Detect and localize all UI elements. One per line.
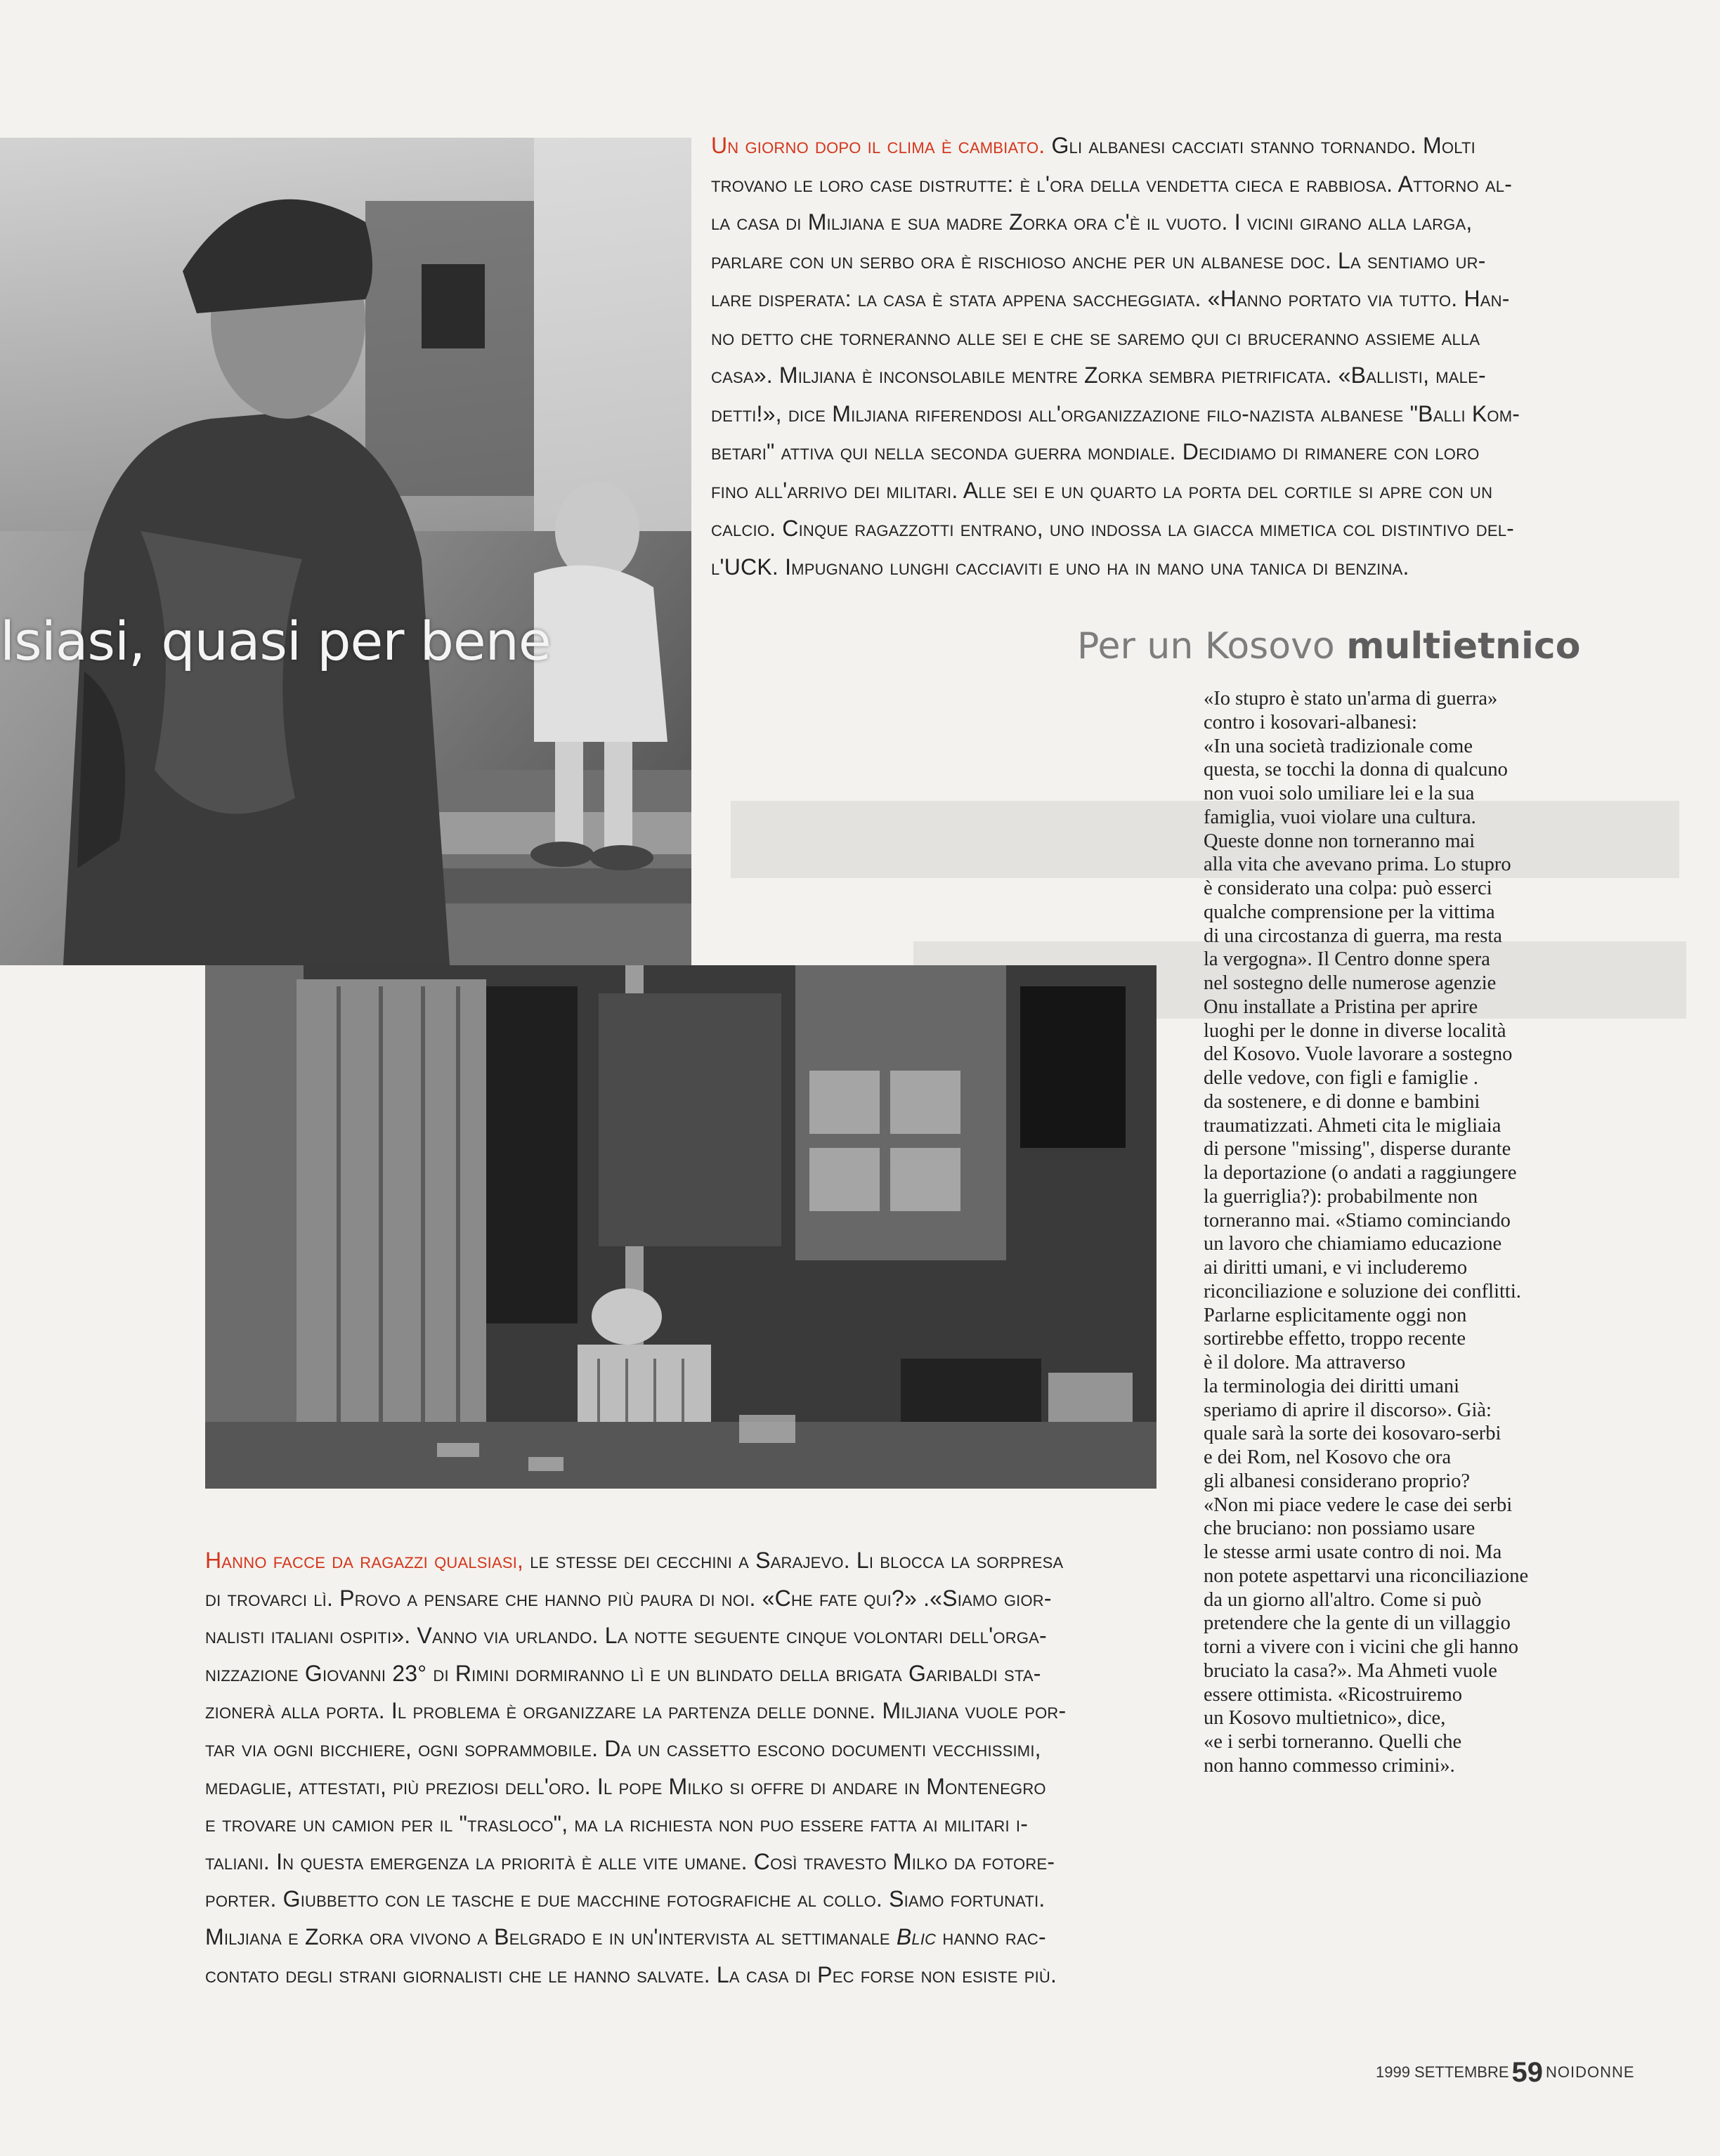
column-line: alla vita che avevano prima. Lo stupro [1204, 854, 1511, 876]
footer-date: 1999 SETTEMBRE [1376, 2063, 1509, 2081]
top-line: casa». Miljiana è inconsolabile mentre Zorka sembra pietrificata. «Ballisti, male- [711, 362, 1486, 388]
column-line: non vuoi solo umiliare lei e la sua [1204, 783, 1475, 804]
column-line: bruciato la casa?». Ma Ahmeti vuole [1204, 1659, 1497, 1682]
column-line: un Kosovo multietnico», dice, [1204, 1707, 1446, 1730]
column-line: e dei Rom, nel Kosovo che ora [1204, 1446, 1452, 1468]
column-line: contro i kosovari-albanesi: [1204, 711, 1417, 733]
page-footer [1376, 2057, 1635, 2089]
column-line: la guerriglia?): probabilmente non [1204, 1185, 1478, 1208]
bottom-line: e trovare un camion per il "trasloco", ma la richiesta non puo essere fatta ai militari i- [205, 1811, 1029, 1837]
bottom-line: porter. Giubbetto con le tasche e due macchine fotografiche al collo. Siamo fortunati. [205, 1886, 1045, 1912]
column-line: quale sarà la sorte dei kosovaro-serbi [1204, 1423, 1501, 1445]
top-line: l'UCK. Impugnano lunghi cacciaviti e uno ha in mano una tanica di benzina. [711, 554, 1409, 580]
column-line: gli albanesi considerano proprio? [1204, 1470, 1471, 1492]
column-line: traumatizzati. Ahmeti cita le migliaia [1204, 1114, 1501, 1137]
bottom-paragraph [205, 1542, 1161, 1994]
column-line: da un giorno all'altro. Come si può [1204, 1588, 1482, 1611]
column-line: la vergogna». Il Centro donne spera [1204, 948, 1490, 971]
bottom-line: tar via ogni bicchiere, ogni soprammobile. Da un cassetto escono documenti vecchissimi, [205, 1735, 1041, 1761]
column-line: del Kosovo. Vuole lavorare a sostegno [1204, 1043, 1513, 1066]
bottom-line: le stesse dei cecchini a Sarajevo. Li blocca la sorpresa [523, 1548, 1064, 1573]
column-line: torneranno mai. «Stiamo cominciando [1204, 1209, 1511, 1231]
column-line: luoghi per le donne in diverse località [1204, 1019, 1506, 1042]
bottom-line: contato degli strani giornalisti che le hanno salvate. La casa di Pec forse non esiste più. [205, 1961, 1057, 1987]
column-line: Onu installate a Pristina per aprire [1204, 995, 1478, 1018]
top-line: calcio. Cinque ragazzotti entrano, uno indossa la giacca mimetica col distintivo del- [711, 516, 1515, 541]
top-line: Gli albanesi cacciati stanno tornando. Molti [1045, 133, 1475, 158]
top-line: la casa di Miljiana e sua madre Zorka ora c'è il vuoto. I vicini girano alla larga, [711, 209, 1473, 235]
headline: lsiasi, quasi per bene [0, 610, 551, 672]
top-paragraph-lead: Un giorno dopo il clima è cambiato. [711, 133, 1045, 158]
column-line: da sostenere, e di donne e bambini [1204, 1090, 1480, 1113]
column-line: che bruciano: non possiamo usare [1204, 1517, 1475, 1540]
top-line: lare disperata: la casa è stata appena saccheggiata. «Hanno portato via tutto. Han- [711, 286, 1510, 311]
bottom-line: nizzazione Giovanni 23° di Rimini dormiranno lì e un blindato della brigata Garibaldi sta- [205, 1660, 1041, 1686]
column-line: è il dolore. Ma attraverso [1204, 1352, 1406, 1373]
bottom-line: medaglie, attestati, più preziosi dell'oro. Il pope Milko si offre di andare in Montenegro [205, 1773, 1046, 1799]
column-line: nel sostegno delle numerose agenzie [1204, 972, 1497, 994]
column-line: «Io stupro è stato un'arma di guerra» [1204, 688, 1498, 710]
bottom-line: di trovarci lì. Provo a pensare che hanno più paura di noi. «Che fate qui?» .«Siamo gior- [205, 1585, 1052, 1611]
column-line: la deportazione (o andati a raggiungere [1204, 1162, 1517, 1184]
column-line: le stesse armi usate contro di noi. Ma [1204, 1541, 1502, 1563]
bottom-paragraph-lead: Hanno facce da ragazzi qualsiasi, [205, 1548, 524, 1573]
column-line: non hanno commesso crimini». [1204, 1754, 1455, 1777]
top-line: trovano le loro case distrutte: è l'ora della vendetta cieca e rabbiosa. Attorno al- [711, 171, 1513, 197]
column-line: essere ottimista. «Ricostruiremo [1204, 1683, 1463, 1706]
column-line: ai diritti umani, e vi includeremo [1204, 1257, 1468, 1279]
column-line: di una circostanza di guerra, ma resta [1204, 925, 1502, 947]
bottom-line: Miljiana e Zorka ora vivono a Belgrado e in un'intervista al settimanale [205, 1923, 890, 1949]
column-line: non potete aspettarvi una riconciliazione [1204, 1564, 1529, 1587]
column-line: questa, se tocchi la donna di qualcuno [1204, 759, 1508, 781]
magazine-name-blic: Blic [890, 1923, 937, 1949]
column-line: «e i serbi torneranno. Quelli che [1204, 1731, 1462, 1753]
column-line: un lavoro che chiamiamo educazione [1204, 1233, 1502, 1255]
top-paragraph [711, 126, 1600, 586]
bottom-line: taliani. In questa emergenza la priorità è alle vite umane. Così travesto Milko da fotore- [205, 1848, 1055, 1874]
column-line: riconciliazione e soluzione dei conflitti. [1204, 1280, 1521, 1302]
photo-ransacked-room [205, 965, 1157, 1489]
column-line: torni a vivere con i vicini che gli hanno [1204, 1636, 1518, 1658]
column-line: qualche comprensione per la vittima [1204, 901, 1495, 923]
photo-soldier-and-woman [0, 138, 691, 965]
bottom-line: zionerà alla porta. Il problema è organizzare la partenza delle donne. Miljiana vuole por- [205, 1698, 1067, 1724]
column-line: di persone "missing", disperse durante [1204, 1138, 1511, 1161]
top-line: fino all'arrivo dei militari. Alle sei e un quarto la porta del cortile si apre con un [711, 477, 1493, 503]
column-line: è considerato una colpa: può esserci [1204, 877, 1492, 899]
column-line: famiglia, vuoi violare una cultura. [1204, 806, 1476, 828]
column-line: Queste donne non torneranno mai [1204, 830, 1475, 852]
column-line: Parlarne esplicitamente oggi non [1204, 1304, 1467, 1326]
column-line: pretendere che la gente di un villaggio [1204, 1612, 1511, 1635]
top-line: detti!», dice Miljiana riferendosi all'organizzazione filo-nazista albanese "Balli Kom- [711, 400, 1520, 426]
magazine-name: NOIDONNE [1546, 2063, 1635, 2081]
column-line: la terminologia dei diritti umani [1204, 1375, 1460, 1397]
subheadline-bold: multietnico [1346, 625, 1581, 667]
top-line: betari" attiva qui nella seconda guerra mondiale. Decidiamo di rimanere con loro [711, 439, 1480, 464]
top-line: no detto che torneranno alle sei e che se saremo qui ci bruceranno assieme alla [711, 324, 1480, 350]
column-line: delle vedove, con figli e famiglie . [1204, 1067, 1478, 1089]
column-line: «Non mi piace vedere le case dei serbi [1204, 1494, 1513, 1516]
column-line: speriamo di aprire il discorso». Già: [1204, 1399, 1492, 1421]
bottom-line: hanno rac- [936, 1923, 1046, 1949]
page-number: 59 [1511, 2057, 1544, 2088]
column-line: sortirebbe effetto, troppo recente [1204, 1328, 1466, 1350]
side-column-text [1204, 687, 1597, 1778]
column-line: «In una società tradizionale come [1204, 735, 1473, 757]
subheadline [1077, 625, 1580, 667]
top-line: parlare con un serbo ora è rischioso anche per un albanese doc. La sentiamo ur- [711, 247, 1486, 273]
bottom-line: nalisti italiani ospiti». Vanno via urlando. La notte seguente cinque volontari dell'orga- [205, 1623, 1047, 1649]
subheadline-prefix: Per un Kosovo [1077, 625, 1347, 667]
